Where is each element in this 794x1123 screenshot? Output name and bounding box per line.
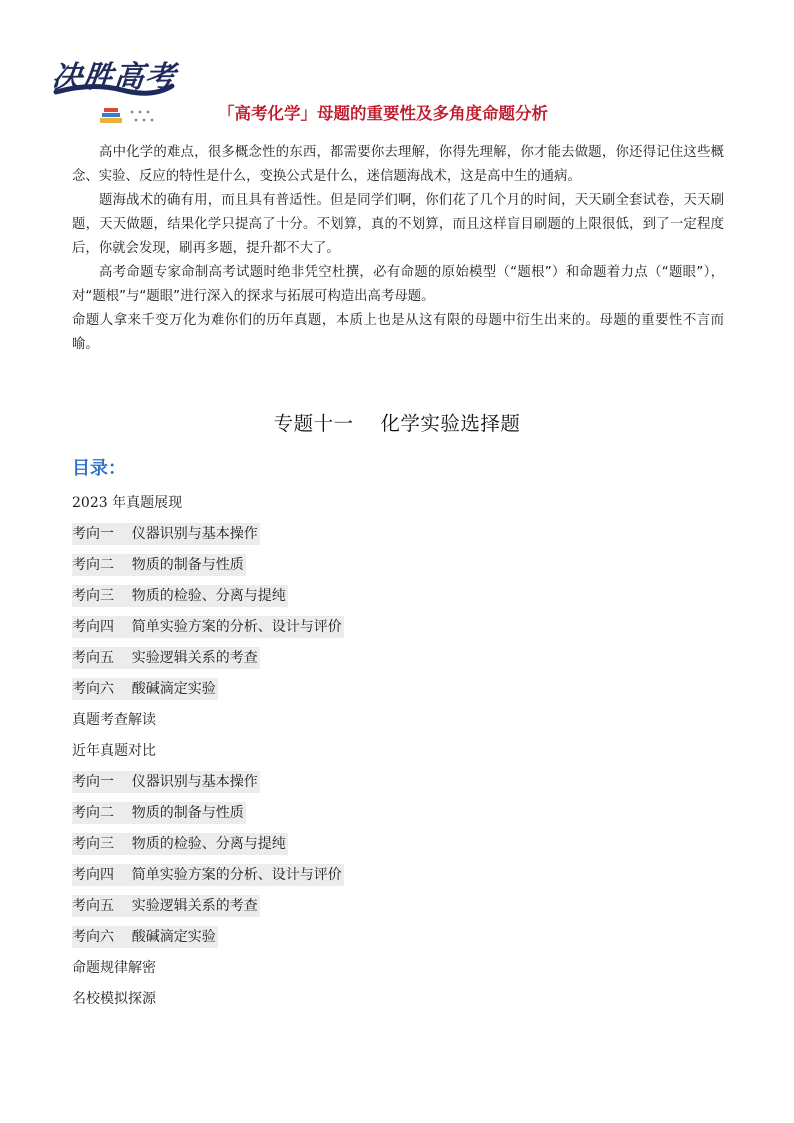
toc-item[interactable]: 考向四 简单实验方案的分析、设计与评价 [72, 864, 344, 886]
toc-item[interactable]: 考向二 物质的制备与性质 [72, 554, 246, 576]
toc-heading: 目录： [72, 458, 126, 479]
toc-item[interactable]: 考向五 实验逻辑关系的考查 [72, 647, 260, 669]
intro-text [72, 141, 724, 357]
document-title: 「高考化学」母题的重要性及多角度命题分析 [218, 104, 548, 123]
brand-logo [49, 52, 178, 126]
toc-item[interactable]: 考向五 实验逻辑关系的考查 [72, 895, 260, 917]
toc-item[interactable]: 考向四 简单实验方案的分析、设计与评价 [72, 616, 344, 638]
toc-item[interactable]: 考向三 物质的检验、分离与提纯 [72, 833, 288, 855]
toc-item[interactable]: 近年真题对比 [72, 743, 156, 759]
intro-paragraph-4: 命题人拿来千变万化为难你们的历年真题，本质上也是从这有限的母题中衍生出来的。母题的重要性不言而喻。 [72, 313, 724, 352]
toc-item[interactable]: 真题考查解读 [72, 712, 156, 728]
toc-item[interactable]: 考向三 物质的检验、分离与提纯 [72, 585, 288, 607]
logo-brand-text: 决胜高考 [49, 60, 178, 95]
books-stack-icon [84, 104, 174, 126]
toc-item[interactable]: 考向一 仪器识别与基本操作 [72, 523, 260, 545]
toc-item[interactable]: 考向六 酸碱滴定实验 [72, 926, 218, 948]
toc-item[interactable]: 名校模拟探源 [72, 991, 156, 1007]
toc-item[interactable]: 命题规律解密 [72, 960, 156, 976]
toc-item[interactable]: 考向六 酸碱滴定实验 [72, 678, 218, 700]
intro-paragraph-2: 题海战术的确有用，而且具有普适性。但是同学们啊，你们花了几个月的时间，天天刷全套试卷，天天刷题，天天做题，结果化学只提高了十分。不划算，真的不划算，而且这样盲目刷题的上限很低，到了一定程度后，你就会发现，刷再多题，提升都不大了。 [72, 193, 724, 256]
section-title: 专题十一 化学实验选择题 [273, 412, 521, 435]
toc-item[interactable]: 考向二 物质的制备与性质 [72, 802, 246, 824]
toc-item[interactable]: 考向一 仪器识别与基本操作 [72, 771, 260, 793]
intro-paragraph-1: 高中化学的难点，很多概念性的东西，都需要你去理解，你得先理解，你才能去做题，你还得记住这些概念、实验、反应的特性是什么，变换公式是什么，迷信题海战术，这是高中生的通病。 [72, 145, 724, 184]
intro-paragraph-3: 高考命题专家命制高考试题时绝非凭空杜撰，必有命题的原始模型（“题根”）和命题着力点（“题眼”），对“题根”与“题眼”进行深入的探求与拓展可构造出高考母题。 [72, 265, 724, 304]
toc-item[interactable]: 2023 年真题展现 [72, 495, 183, 511]
